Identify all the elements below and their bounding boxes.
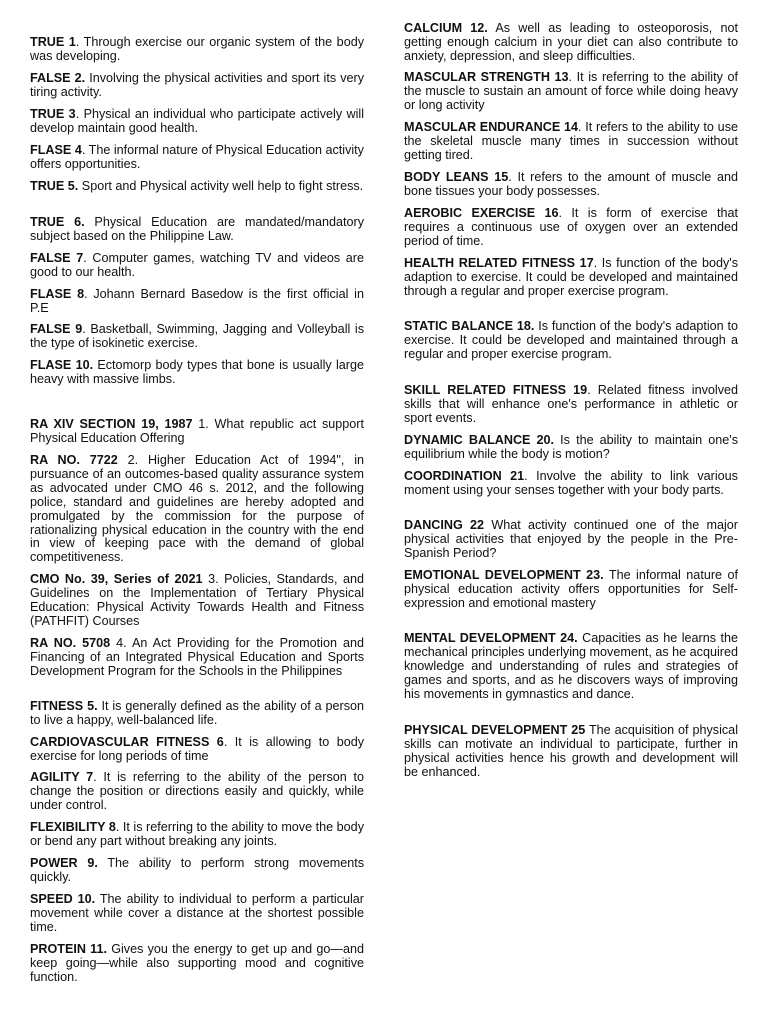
entry-term: SKILL RELATED FITNESS 19 xyxy=(404,383,588,397)
entry-text: . Related fitness involved skills that will enhance one's performance in athletic or sport events. xyxy=(404,383,738,425)
entry-aerobic-16 xyxy=(404,207,738,249)
entry-term: MENTAL DEVELOPMENT 24. xyxy=(404,631,578,645)
entry-mental-24 xyxy=(404,632,738,702)
entry-text: 2. Higher Education Act of 1994", in pursuance of an outcomes-based quality assurance system as advocated under CMO 46 s. 2012, and the following police, standard and guidelines are hereby adopted and promulgated by the commission for the purpose of rationalizing physical education in the country with the end in view of keeping pace with the demand of global competitiveness. xyxy=(30,453,364,565)
entry-true-5 xyxy=(30,180,364,194)
entry-text: As well as leading to osteoporosis, not getting enough calcium in your diet can also contribute to anxiety, depression, and sleep difficulties. xyxy=(404,21,738,63)
entry-term: BODY LEANS 15 xyxy=(404,170,509,184)
entry-mascular-endurance-14 xyxy=(404,121,738,163)
entry-body-leans-15 xyxy=(404,171,738,199)
entry-term: DANCING 22 xyxy=(404,518,485,532)
entry-power-9 xyxy=(30,857,364,885)
entry-ra-5708 xyxy=(30,637,364,679)
entry-calcium-12 xyxy=(404,22,738,64)
entry-text: . It is allowing to body exercise for long periods of time xyxy=(30,735,365,763)
entry-term: FALSE 9 xyxy=(30,322,83,336)
entry-term: AGILITY 7 xyxy=(30,770,94,784)
entry-text: Sport and Physical activity well help to fight stress. xyxy=(78,179,364,193)
entry-text: Physical Education are mandated/mandatory subject based on the Philippine Law. xyxy=(30,215,364,243)
entry-dancing-22 xyxy=(404,519,738,561)
entry-cardiovascular-6 xyxy=(30,736,364,764)
entry-term: TRUE 3 xyxy=(30,107,76,121)
entry-flexibility-8 xyxy=(30,821,364,849)
entry-term: RA NO. 5708 xyxy=(30,636,111,650)
entry-term: FLASE 10. xyxy=(30,358,94,372)
entry-term: POWER 9. xyxy=(30,856,98,870)
entry-text: Involving the physical activities and sport its very tiring activity. xyxy=(30,71,365,99)
entry-false-7 xyxy=(30,252,364,280)
entry-term: CARDIOVASCULAR FITNESS 6 xyxy=(30,735,224,749)
entry-ra-7722 xyxy=(30,454,364,565)
entry-flase-10 xyxy=(30,359,364,387)
entry-skill-fitness-19 xyxy=(404,384,738,426)
entry-health-fitness-17 xyxy=(404,257,738,299)
entry-coordination-21 xyxy=(404,470,738,498)
entry-fitness-5 xyxy=(30,700,364,728)
entry-cmo-39 xyxy=(30,573,364,629)
entry-term: AEROBIC EXERCISE 16 xyxy=(404,206,559,220)
entry-text: The ability to individual to perform a particular movement while cover a distance at the shortest possible time. xyxy=(30,892,364,934)
entry-term: STATIC BALANCE 18. xyxy=(404,319,535,333)
entry-text: . It is referring to the ability of the muscle to sustain an amount of force while doing heavy or long activity xyxy=(404,70,738,112)
entry-text: Is the ability to maintain one's equilibrium while the body is motion? xyxy=(404,433,739,461)
entry-term: EMOTIONAL DEVELOPMENT 23. xyxy=(404,568,604,582)
entry-term: RA NO. 7722 xyxy=(30,453,118,467)
entry-text: . Through exercise our organic system of the body was developing. xyxy=(30,35,364,63)
entry-text: Ectomorp body types that bone is usually large heavy with massive limbs. xyxy=(30,358,364,386)
entry-text: The ability to perform strong movements quickly. xyxy=(30,856,364,884)
entry-text: Gives you the energy to get up and go—and keep going—while also supporting mood and cognitive function. xyxy=(30,942,364,984)
entry-false-2 xyxy=(30,72,364,100)
entry-text: What activity continued one of the major physical activities that enjoyed by the people in the Pre-Spanish Period? xyxy=(404,518,738,560)
entry-true-6 xyxy=(30,216,364,244)
entry-text: . It is referring to the ability to move the body or bend any part without breaking any joints. xyxy=(30,820,364,848)
entry-term: COORDINATION 21 xyxy=(404,469,525,483)
entry-agility-7 xyxy=(30,771,364,813)
entry-term: FLASE 4 xyxy=(30,143,82,157)
entry-text: . Is function of the body's adaption to exercise. It could be developed and maintained through a regular and proper exercise program. xyxy=(404,256,738,298)
entry-ra-xiv xyxy=(30,418,364,446)
entry-static-balance-18 xyxy=(404,320,738,362)
entry-text: . The informal nature of Physical Education activity offers opportunities. xyxy=(30,143,364,171)
entry-text: The acquisition of physical skills can motivate an individual to participate, further in physical activities hence his growth and development will be enhanced. xyxy=(404,723,738,779)
entry-text: It is generally defined as the ability of a person to live a happy, well-balanced life. xyxy=(30,699,364,727)
entry-mascular-strength-13 xyxy=(404,71,738,113)
entry-text: Capacities as he learns the mechanical principles underlying movement, as he acquired knowledge and understanding of rules and strategies of games and sports, and as he discovers ways of improving his movements in gymnastics and dance. xyxy=(404,631,739,701)
entry-term: CALCIUM 12. xyxy=(404,21,488,35)
entry-term: PROTEIN 11. xyxy=(30,942,107,956)
entry-term: DYNAMIC BALANCE 20. xyxy=(404,433,555,447)
entry-text: . Basketball, Swimming, Jagging and Volleyball is the type of isokinetic exercise. xyxy=(30,322,364,350)
entry-text: . Involve the ability to link various moment using your senses together with your body parts. xyxy=(404,469,738,497)
entry-text: . It is form of exercise that requires a continuous use of oxygen over an extended period of time. xyxy=(404,206,738,248)
entry-text: . Johann Bernard Basedow is the first official in P.E xyxy=(30,287,364,315)
entry-term: MASCULAR STRENGTH 13 xyxy=(404,70,569,84)
entry-text: . It is referring to the ability of the person to change the position or directions easily and quickly, while under control. xyxy=(30,770,364,812)
entry-term: HEALTH RELATED FITNESS 17 xyxy=(404,256,594,270)
entry-protein-11 xyxy=(30,943,364,985)
entry-text: 4. An Act Providing for the Promotion and Financing of an Integrated Physical Education and Sports Development Program for the Schools in the Philippines xyxy=(30,636,364,678)
entry-text: . It refers to the amount of muscle and bone tissues your body possesses. xyxy=(404,170,738,198)
entry-term: TRUE 1 xyxy=(30,35,76,49)
entry-speed-10 xyxy=(30,893,364,935)
entry-dynamic-balance-20 xyxy=(404,434,738,462)
entry-term: FLASE 8 xyxy=(30,287,85,301)
entry-emotional-23 xyxy=(404,569,738,611)
entry-flase-4 xyxy=(30,144,364,172)
entry-text: The informal nature of physical education activity offers opportunities for Self-expression and emotional mastery xyxy=(404,568,738,610)
entry-true-3 xyxy=(30,108,364,136)
entry-term: FLEXIBILITY 8 xyxy=(30,820,116,834)
entry-term: FITNESS 5. xyxy=(30,699,98,713)
entry-text: Is function of the body's adaption to exercise. It could be developed and maintained through a regular and proper exercise program. xyxy=(404,319,738,361)
entry-term: MASCULAR ENDURANCE 14 xyxy=(404,120,579,134)
entry-text: . It refers to the ability to use the skeletal muscle many times in succession without getting tired. xyxy=(404,120,738,162)
entry-text: 1. What republic act support Physical Education Offering xyxy=(30,417,364,445)
entry-term: TRUE 6. xyxy=(30,215,85,229)
entry-term: CMO No. 39, Series of 2021 xyxy=(30,572,203,586)
entry-true-1 xyxy=(30,36,364,64)
entry-term: TRUE 5. xyxy=(30,179,79,193)
entry-term: PHYSICAL DEVELOPMENT 25 xyxy=(404,723,586,737)
entry-term: FALSE 2. xyxy=(30,71,86,85)
entry-text: . Computer games, watching TV and videos are good to our health. xyxy=(30,251,364,279)
entry-term: SPEED 10. xyxy=(30,892,96,906)
entry-physical-25 xyxy=(404,724,738,780)
entry-text: 3. Policies, Standards, and Guidelines on the Implementation of Tertiary Physical Education: Physical Activity Towards Health and Fitness (PATHFIT) Courses xyxy=(30,572,364,628)
entry-flase-8 xyxy=(30,288,364,316)
entry-term: RA XIV SECTION 19, 1987 xyxy=(30,417,193,431)
entry-text: . Physical an individual who participate actively will develop maintain good health. xyxy=(30,107,365,135)
entry-false-9 xyxy=(30,323,364,351)
entry-term: FALSE 7 xyxy=(30,251,84,265)
